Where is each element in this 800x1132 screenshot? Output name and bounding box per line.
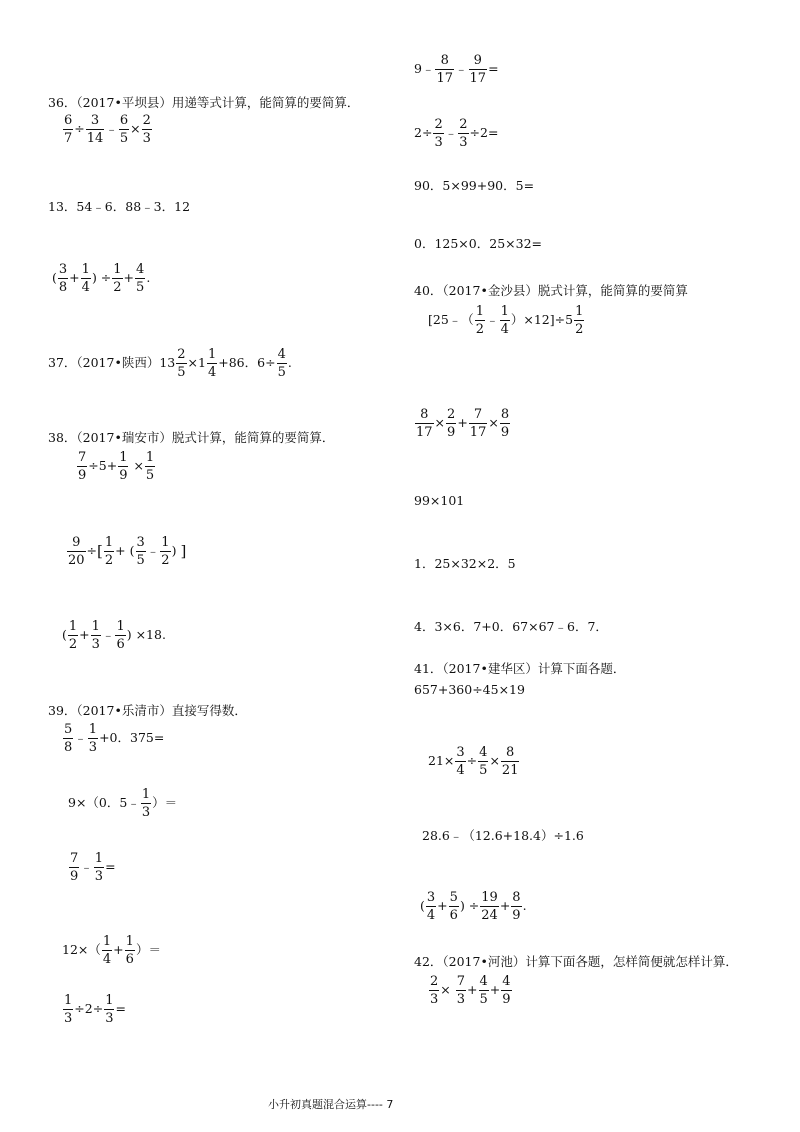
q36-expr2: 13．54﹣6．88﹣3．12 (48, 199, 191, 214)
q41-title: 41．（2017•建华区）计算下面各题． (414, 661, 626, 676)
page-footer: 小升初真题混合运算---- 7 (268, 1098, 394, 1111)
q38-expr1: 7 9 ÷5+ 1 9 × 1 5 (78, 450, 155, 483)
q40-expr5: 4．3×6．7+0．67×67﹣6．7． (414, 619, 608, 634)
q40-title: 40．（2017•金沙县）脱式计算，能简算的要简算 (414, 283, 688, 298)
q38-title: 38．（2017•瑞安市）脱式计算，能简算的要简算． (48, 430, 335, 445)
q38-expr2: 9 20 ÷ [ 1 2 + ( 3 5 ﹣ 1 2 ) ] (68, 535, 187, 568)
q41-expr4: ( 3 4 + 5 6 ) ÷ 19 24 + 8 9 . (420, 890, 527, 923)
q41-expr2: 21× 3 4 ÷ 4 5 × 8 21 (428, 745, 519, 778)
q39-expr1: 5 8 ﹣ 1 3 +0．375= (64, 722, 165, 755)
q40-expr3: 99×101 (414, 493, 465, 508)
q38-expr3: ( 1 2 + 1 3 ﹣ 1 6 ) ×18. (62, 619, 166, 652)
q39-title: 39．（2017•乐清市）直接写得数． (48, 703, 247, 718)
q39-expr3: 7 9 ﹣ 1 3 = (70, 851, 116, 884)
q36-expr1: 6 7 ÷ 3 14 ﹣ 6 5 × 2 3 (64, 113, 151, 146)
r-expr1: 2÷ $\frac{2}{3}$ ﹣ 2 3 ÷2= (414, 117, 499, 150)
q36-expr3: ( 3 8 + 1 4 ) ÷ 1 2 + 4 5 . (52, 262, 151, 295)
q37-title: 37．（2017•陕西） (48, 355, 160, 371)
r-expr2: 90．5×99+90．5= (414, 178, 535, 193)
q39-expr2: 9×（0．5﹣ 1 3 ）＝ (68, 787, 178, 820)
q40-expr1: [25﹣（ 1 2 ﹣ 1 4 ）×12]÷5 1 2 (428, 304, 584, 337)
q41-expr1: 657+360÷45×19 (414, 682, 525, 697)
q42-expr1: 2 3 × 7 3 + 4 5 + 4 9 (430, 974, 511, 1007)
q39-expr5: 1 3 ÷2÷ 1 3 = (64, 993, 126, 1026)
q40-expr2: 8 17 × 2 9 + 7 17 × 8 9 (416, 407, 510, 440)
q40-expr4: 1．25×32×2．5 (414, 556, 516, 571)
r-expr3: 0．125×0．25×32= (414, 236, 542, 251)
q41-expr3: 28.6﹣（12.6+18.4）÷1.6 (422, 828, 584, 843)
q36-title: 36．（2017•平坝县）用递等式计算，能简算的要简算． (48, 95, 360, 110)
r-expr0: 9﹣ 8 17 ﹣ 9 17 = (414, 53, 499, 86)
q42-title: 42．（2017•河池）计算下面各题，怎样简便就怎样计算． (414, 954, 738, 969)
q37-line: 37．（2017•陕西） 13 2 5 × 1 1 4 +86．6÷ 4 5 . (48, 347, 292, 380)
q39-expr4: 12×（ 1 4 + 1 6 ）＝ (62, 934, 161, 967)
